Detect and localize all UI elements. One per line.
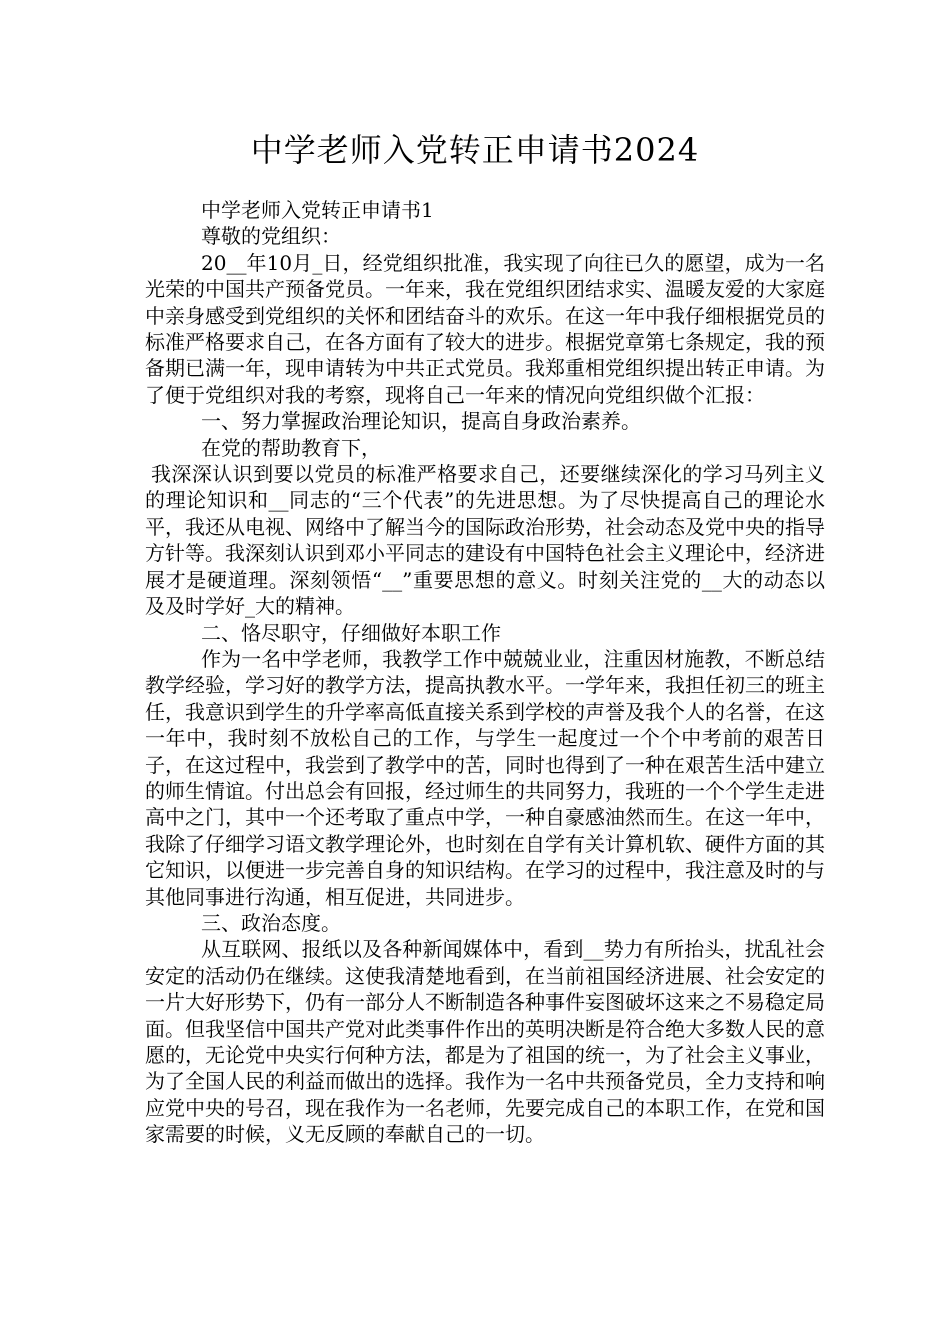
paragraph-section-2-body: 作为一名中学老师，我教学工作中兢兢业业，注重因材施教，不断总结教学经验，学习好的教学方法，提高执教水平。一学年来，我担任初三的班主任，我意识到学生的升学率高低直接关系到学校的声誉及我个人的名誉，在这一年中，我时刻不放松自己的工作，与学生一起度过一个个中考前的艰苦日子，在这过程中，我尝到了教学中的苦，同时也得到了一种在艰苦生活中建立的师生情谊。付出总会有回报，经过师生的共同努力，我班的一个个学生走进高中之门，其中一个还考取了重点中学，一种自豪感油然而生。在这一年中，我除了仔细学习语文教学理论外，也时刻在自学有关计算机软、硬件方面的其它知识，以便进一步完善自身的知识结构。在学习的过程中，我注意及时的与其他同事进行沟通，相互促进，共同进步。 bbox=[145, 646, 825, 909]
document-body bbox=[145, 197, 825, 1148]
paragraph-salutation: 尊敬的党组织： bbox=[201, 224, 341, 249]
paragraph-heading: 中学老师入党转正申请书1 bbox=[201, 198, 434, 222]
paragraph-section-1-body: 我深深认识到要以党员的标准严格要求自己，还要继续深化的学习马列主义的理论知识和__同志的“三个代表”的先进思想。为了尽快提高自己的理论水平，我还从电视、网络中了解当今的国际政治形势，社会动态及党中央的指导方针等。我深刻认识到邓小平同志的建设有中国特色社会主义理论中，经济进展才是硬道理。深刻领悟“__”重要思想的意义。时刻关注党的__大的动态以及及时学好_大的精神。 bbox=[145, 462, 825, 619]
section-heading-2: 二、恪尽职守，仔细做好本职工作 bbox=[201, 620, 501, 645]
paragraph-section-1-lead: 在党的帮助教育下， bbox=[201, 435, 381, 460]
section-heading-1: 一、努力掌握政治理论知识，提高自身政治素养。 bbox=[201, 409, 641, 434]
document-title: 中学老师入党转正申请书2024 bbox=[250, 131, 700, 169]
section-heading-3: 三、政治态度。 bbox=[201, 910, 341, 935]
paragraph-intro: 20__年10月_日，经党组织批准，我实现了向往已久的愿望，成为一名光荣的中国共产预备党员。一年来，我在党组织团结求实、温暖友爱的大家庭中亲身感受到党组织的关怀和团结奋斗的欢乐。在这一年中我仔细根据党员的标准严格要求自己，在各方面有了较大的进步。根据党章第七条规定，我的预备期已满一年，现申请转为中共正式党员。我郑重相党组织提出转正申请。为了便于党组织对我的考察，现将自己一年来的情况向党组织做个汇报： bbox=[145, 250, 825, 407]
paragraph-section-3-body: 从互联网、报纸以及各种新闻媒体中，看到__势力有所抬头，扰乱社会安定的活动仍在继续。这使我清楚地看到，在当前祖国经济进展、社会安定的一片大好形势下，仍有一部分人不断制造各种事件妄图破坏这来之不易稳定局面。但我坚信中国共产党对此类事件作出的英明决断是符合绝大多数人民的意愿的，无论党中央实行何种方法，都是为了祖国的统一，为了社会主义事业，为了全国人民的利益而做出的选择。我作为一名中共预备党员，全力支持和响应党中央的号召，现在我作为一名老师，先要完成自己的本职工作，在党和国家需要的时候，义无反顾的奉献自己的一切。 bbox=[145, 937, 825, 1147]
